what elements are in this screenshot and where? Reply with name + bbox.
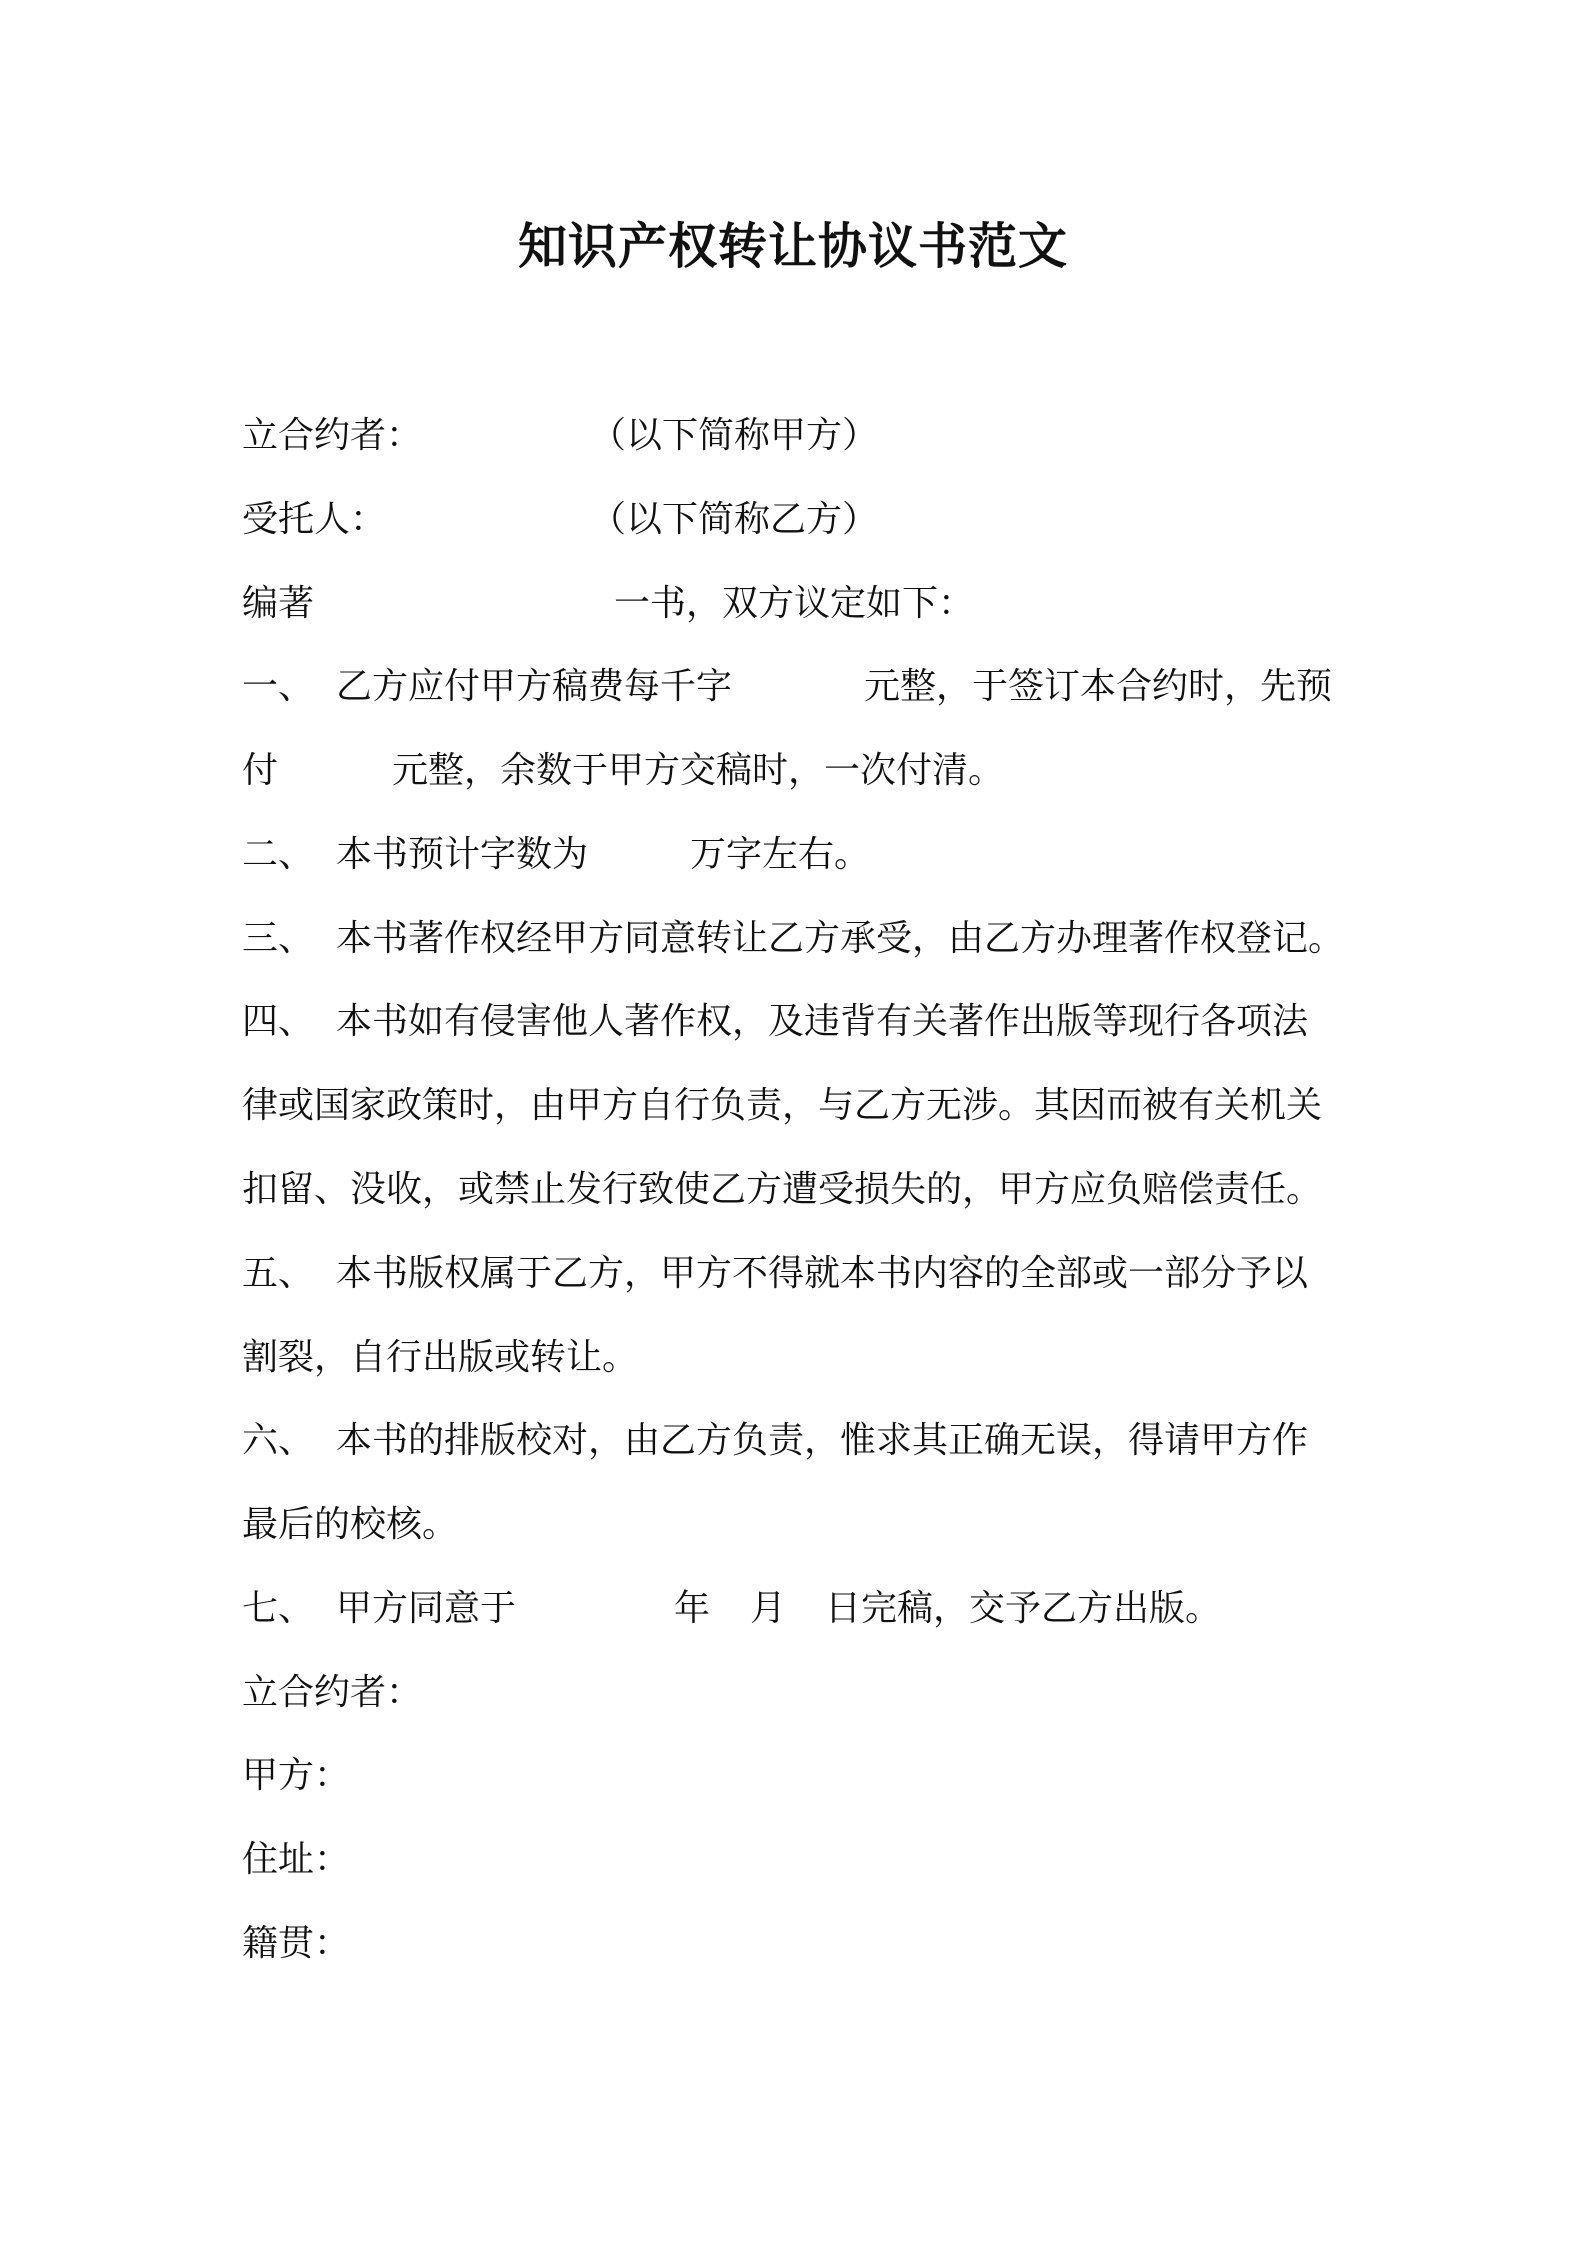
- date-month-label: 月: [750, 1588, 787, 1629]
- signatory-label: 立合约者：: [242, 1672, 423, 1713]
- clause-text: 扣留、没收，或禁止发行致使乙方遭受损失的，甲方应负赔偿责任。: [242, 1169, 1323, 1210]
- clause-number: 一、: [242, 666, 315, 707]
- party-b-label: 受托人：: [242, 499, 387, 540]
- clause-text: 本书版权属于乙方，甲方不得就本书内容的全部或一部分予以: [336, 1253, 1309, 1294]
- clause-text: 本书著作权经甲方同意转让乙方承受，由乙方办理著作权登记。: [336, 918, 1345, 959]
- clause-number: 五、: [242, 1253, 315, 1294]
- clause-text: 本书如有侵害他人著作权，及违背有关著作出版等现行各项法: [336, 1001, 1309, 1042]
- clause-number: 四、: [242, 1001, 315, 1042]
- clause-number: 七、: [242, 1588, 315, 1629]
- clause-text: 割裂，自行出版或转让。: [242, 1337, 639, 1378]
- native-place-label: 籍贯：: [242, 1923, 351, 1964]
- address-label: 住址：: [242, 1839, 351, 1880]
- party-a-label: 立合约者：: [242, 415, 423, 456]
- clause-text: 元整，余数于甲方交稿时，一次付清。: [392, 750, 1005, 791]
- clause-text: 乙方应付甲方稿费每千字: [336, 666, 733, 707]
- document-title: 知识产权转让协议书范文: [517, 218, 1068, 275]
- clause-text: 万字左右。: [690, 834, 871, 875]
- clause-text: 日完稿，交予乙方出版。: [825, 1588, 1222, 1629]
- book-agreement-text: 一书，双方议定如下：: [614, 583, 975, 624]
- clause-number: 二、: [242, 834, 315, 875]
- party-a-note: （以下简称甲方）: [590, 415, 879, 456]
- party-b-note: （以下简称乙方）: [590, 499, 879, 540]
- clause-text: 本书预计字数为: [336, 834, 589, 875]
- clause-text: 甲方同意于: [336, 1588, 517, 1629]
- book-author-label: 编著: [242, 583, 315, 624]
- date-year-label: 年: [674, 1588, 711, 1629]
- clause-text: 本书的排版校对，由乙方负责，惟求其正确无误，得请甲方作: [336, 1420, 1309, 1461]
- clause-text: 付: [242, 750, 279, 791]
- clause-text: 最后的校核。: [242, 1504, 459, 1545]
- clause-text: 律或国家政策时，由甲方自行负责，与乙方无涉。其因而被有关机关: [242, 1085, 1323, 1126]
- clause-text: 元整，于签订本合约时，先预: [864, 666, 1333, 707]
- party-a-signature-label: 甲方：: [242, 1755, 351, 1796]
- clause-number: 三、: [242, 918, 315, 959]
- clause-number: 六、: [242, 1420, 315, 1461]
